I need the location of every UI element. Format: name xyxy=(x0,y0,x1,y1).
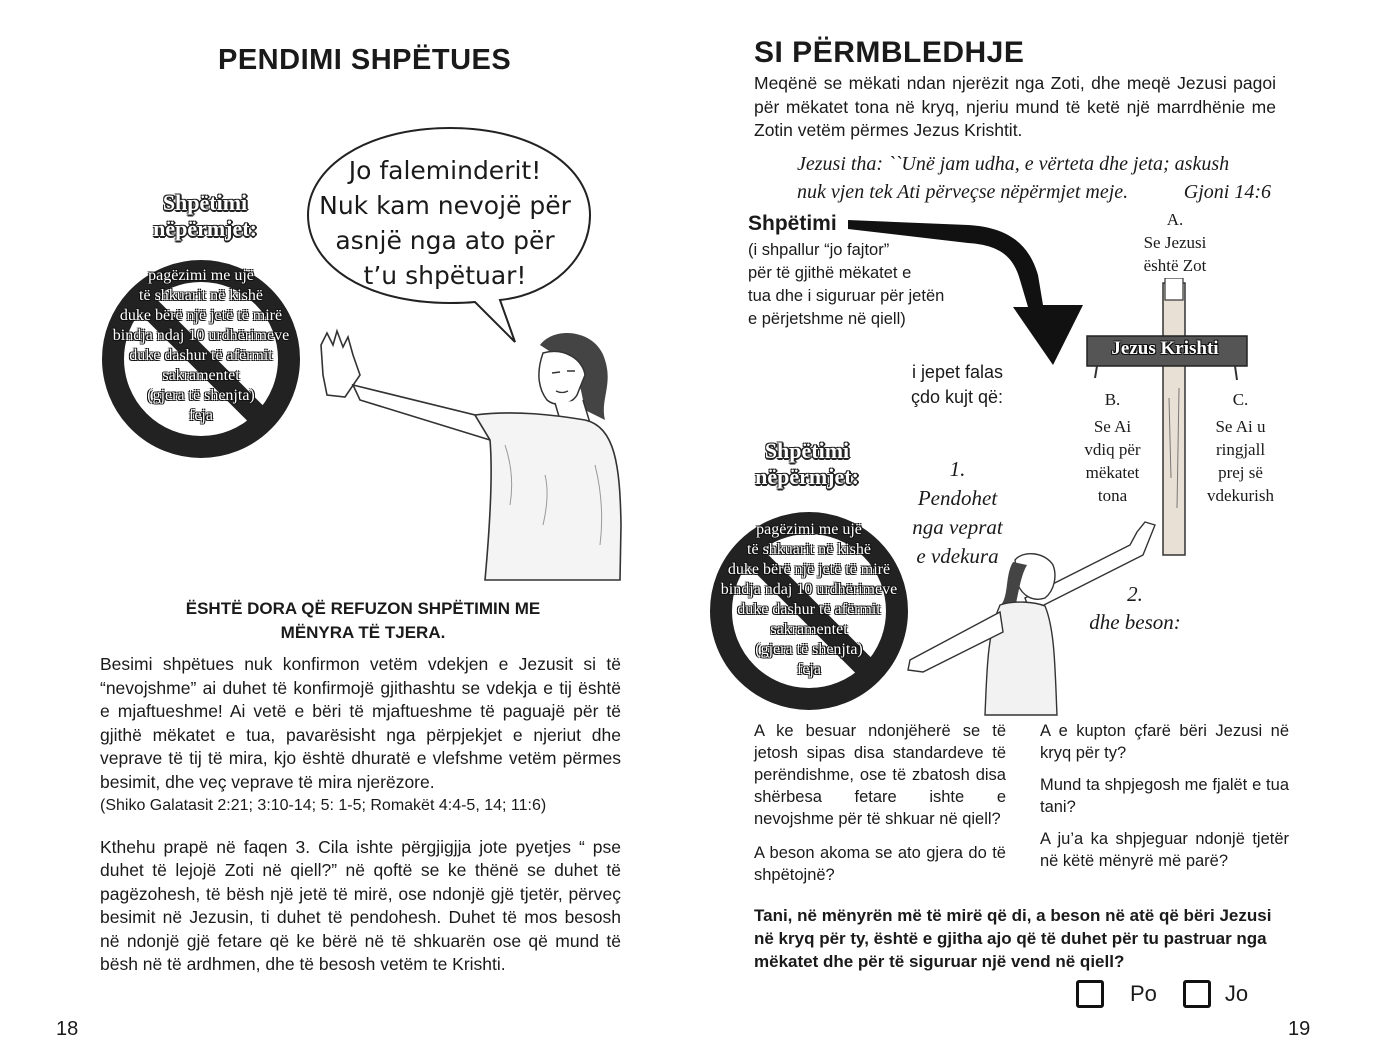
yes-label: Po xyxy=(1130,981,1157,1006)
point-text: tona xyxy=(1097,486,1128,505)
point-letter: A. xyxy=(1166,210,1184,229)
step-line: Pendohet xyxy=(917,486,998,510)
point-letter: C. xyxy=(1232,390,1249,409)
quote-text: nuk vjen tek Ati përveçse nëpërmjet meje. xyxy=(797,181,1129,203)
right-salvation-title xyxy=(722,438,892,490)
means-item: feja xyxy=(797,661,821,678)
left-salvation-title xyxy=(120,190,290,242)
no-checkbox[interactable] xyxy=(1183,980,1211,1008)
point-text: prej së xyxy=(1218,463,1263,482)
conclusion: Tani, në mënyrën më të mirë që di, a beson në atë që bëri Jezusi në kryq për ty, është e gjitha ajo që të duhet për tu pastruar nga mëkatet dhe për të siguruar një vend në qiell? xyxy=(754,906,1272,971)
left-page-number: 18 xyxy=(56,1018,79,1040)
left-means-list xyxy=(90,266,312,426)
means-item: duke dashur të afërmit xyxy=(737,601,881,618)
right-page-title: SI PËRMBLEDHJE xyxy=(754,36,1025,69)
left-body xyxy=(100,653,621,977)
paragraph: Besimi shpëtues nuk konfirmon vetëm vdekjen e Jezusit si të “nevojshme” ai duhet të konfirmojë gjithashtu se vdekja e tij është e mjaftueshme! Ai vetë e bëri të mjaftueshme të paguajë për të gjithë mëkatet e tua, pavarësisht nga përpjekjet e njeriut dhe veprave të tij të mira, kjo është dhuratë e vlefshme vetëm përmes besimit, dhe veç veprave të mira njerëzore. xyxy=(100,654,621,792)
right-quote xyxy=(797,150,1277,206)
means-item: duke dashur të afërmit xyxy=(129,347,273,364)
speech-line: t’u shpëtuar! xyxy=(363,261,527,290)
speech-line: Jo faleminderit! xyxy=(348,156,542,185)
step-line: dhe beson: xyxy=(1089,610,1181,634)
question: A e kupton çfarë bëri Jezusi në kryq për ty? xyxy=(1040,722,1289,762)
means-item: bindja ndaj 10 urdhërimeve xyxy=(720,581,898,598)
question: A ke besuar ndonjëherë se të jetosh sipas disa standardeve të perëndishme, ose të zbatosh disa shërbesa fetare ishte e nevojshme për të shkuar në qiell? xyxy=(754,722,1006,828)
right-means-list xyxy=(698,520,920,680)
quote-line: Jezusi tha: ``Unë jam udha, e vërteta dhe jeta; askush xyxy=(797,153,1230,175)
salvation-label: Shpëtimi xyxy=(748,212,837,235)
step-line: e vdekura xyxy=(916,544,999,568)
point-text: vdekurish xyxy=(1206,486,1275,505)
point-text: Se Ai xyxy=(1093,417,1132,436)
point-letter: B. xyxy=(1104,390,1121,409)
means-item: duke bërë një jetë të mirë xyxy=(727,561,891,578)
means-item: të shkuarit në kishë xyxy=(747,541,871,558)
answer-options xyxy=(1076,980,1248,1008)
point-text: Se Ai u xyxy=(1215,417,1266,436)
given-line: çdo kujt që: xyxy=(910,387,1003,407)
salvation-title-line: nëpërmjet: xyxy=(153,216,257,241)
means-item: sakramentet xyxy=(162,367,240,384)
means-item: pagëzimi me ujë xyxy=(756,521,862,538)
point-text: është Zot xyxy=(1143,256,1207,275)
given-free xyxy=(898,360,1003,410)
point-text: vdiq për xyxy=(1084,440,1141,459)
step-line: 2. xyxy=(1127,582,1143,606)
desc-line: (i shpallur “jo fajtor” xyxy=(748,241,890,259)
question: A ju’a ka shpjeguar ndonjë tjetër në këtë mënyrë më parë? xyxy=(1040,830,1289,870)
means-item: të shkuarit në kishë xyxy=(139,287,263,304)
quote-line xyxy=(797,178,1277,206)
speech-line: Nuk kam nevojë për xyxy=(319,191,571,220)
salvation-title-line: Shpëtimi xyxy=(162,190,248,215)
paragraph: Kthehu prapë në faqen 3. Cila ishte përgjigjja jote pyetjes “ pse duhet të lejojë Zoti në qiell?” në qoftë se ke thënë se duhet të pagëzohesh, të bësh një jetë të mirë, ose ndonjë gjë tjetër, përveç besimit në Jezusin, ti duhet të pendohesh. Duhet të mos besosh në ndonjë gjë fetare që ke bërë në të shkuarën ose që mund të bësh në të ardhmen, dhe të besosh vetëm te Krishti. xyxy=(100,836,621,974)
means-item: (gjera të shenjta) xyxy=(147,387,255,404)
arrow-icon xyxy=(848,215,1093,370)
desc-line: për të gjithë mëkatet e xyxy=(748,264,912,282)
quote-reference: Gjoni 14:6 xyxy=(1183,181,1271,203)
speech-text xyxy=(300,153,590,293)
desc-line: e përjetshme në qiell) xyxy=(748,310,906,328)
left-caption xyxy=(100,597,626,645)
right-page-number: 19 xyxy=(1288,1018,1311,1040)
questions-right-column xyxy=(1040,720,1289,872)
given-line: i jepet falas xyxy=(911,362,1003,382)
woman-refusing-illustration xyxy=(315,325,625,585)
salvation-title-line: Shpëtimi xyxy=(764,438,850,463)
means-item: feja xyxy=(189,407,213,424)
salvation-title-line: nëpërmjet: xyxy=(755,464,859,489)
question: Mund ta shpjegosh me fjalët e tua tani? xyxy=(1040,776,1289,816)
point-text: mëkatet xyxy=(1085,463,1140,482)
yes-checkbox[interactable] xyxy=(1076,980,1104,1008)
reference: (Shiko Galatasit 2:21; 3:10-14; 5: 1-5; Romakët 4:4-5, 14; 11:6) xyxy=(100,797,547,814)
means-item: (gjera të shenjta) xyxy=(755,641,863,658)
question: A beson akoma se ato gjera do të shpëtojnë? xyxy=(754,844,1006,884)
caption-line: ËSHTË DORA QË REFUZON SHPËTIMIN ME xyxy=(185,599,541,618)
right-intro: Meqënë se mëkati ndan njerëzit nga Zoti, dhe meqë Jezusi pagoi për mëkatet tona në kryq, njeriu mund të ketë një marrdhënie me Zotin vetëm përmes Jezus Krishtit. xyxy=(754,73,1276,140)
desc-line: tua dhe i siguruar për jetën xyxy=(748,287,945,305)
means-item: bindja ndaj 10 urdhërimeve xyxy=(112,327,290,344)
means-item: pagëzimi me ujë xyxy=(148,267,254,284)
step-line: 1. xyxy=(949,457,966,481)
point-text: Se Jezusi xyxy=(1143,233,1207,252)
no-label: Jo xyxy=(1224,981,1249,1006)
left-page-title: PENDIMI SHPËTUES xyxy=(218,44,512,76)
caption-line: MËNYRA TË TJERA. xyxy=(280,623,446,642)
speech-line: asnjë nga ato për xyxy=(335,226,555,255)
point-a xyxy=(1135,208,1215,277)
point-text: ringjall xyxy=(1215,440,1266,459)
point-c xyxy=(1198,388,1283,507)
step-line: nga veprat xyxy=(912,515,1003,539)
cross-sign: Jezus Krishti xyxy=(1111,338,1219,359)
questions-left-column xyxy=(754,720,1006,886)
woman-reaching-illustration xyxy=(905,520,1160,720)
means-item: duke bërë një jetë të mirë xyxy=(119,307,283,324)
means-item: sakramentet xyxy=(770,621,848,638)
point-b xyxy=(1075,388,1150,507)
